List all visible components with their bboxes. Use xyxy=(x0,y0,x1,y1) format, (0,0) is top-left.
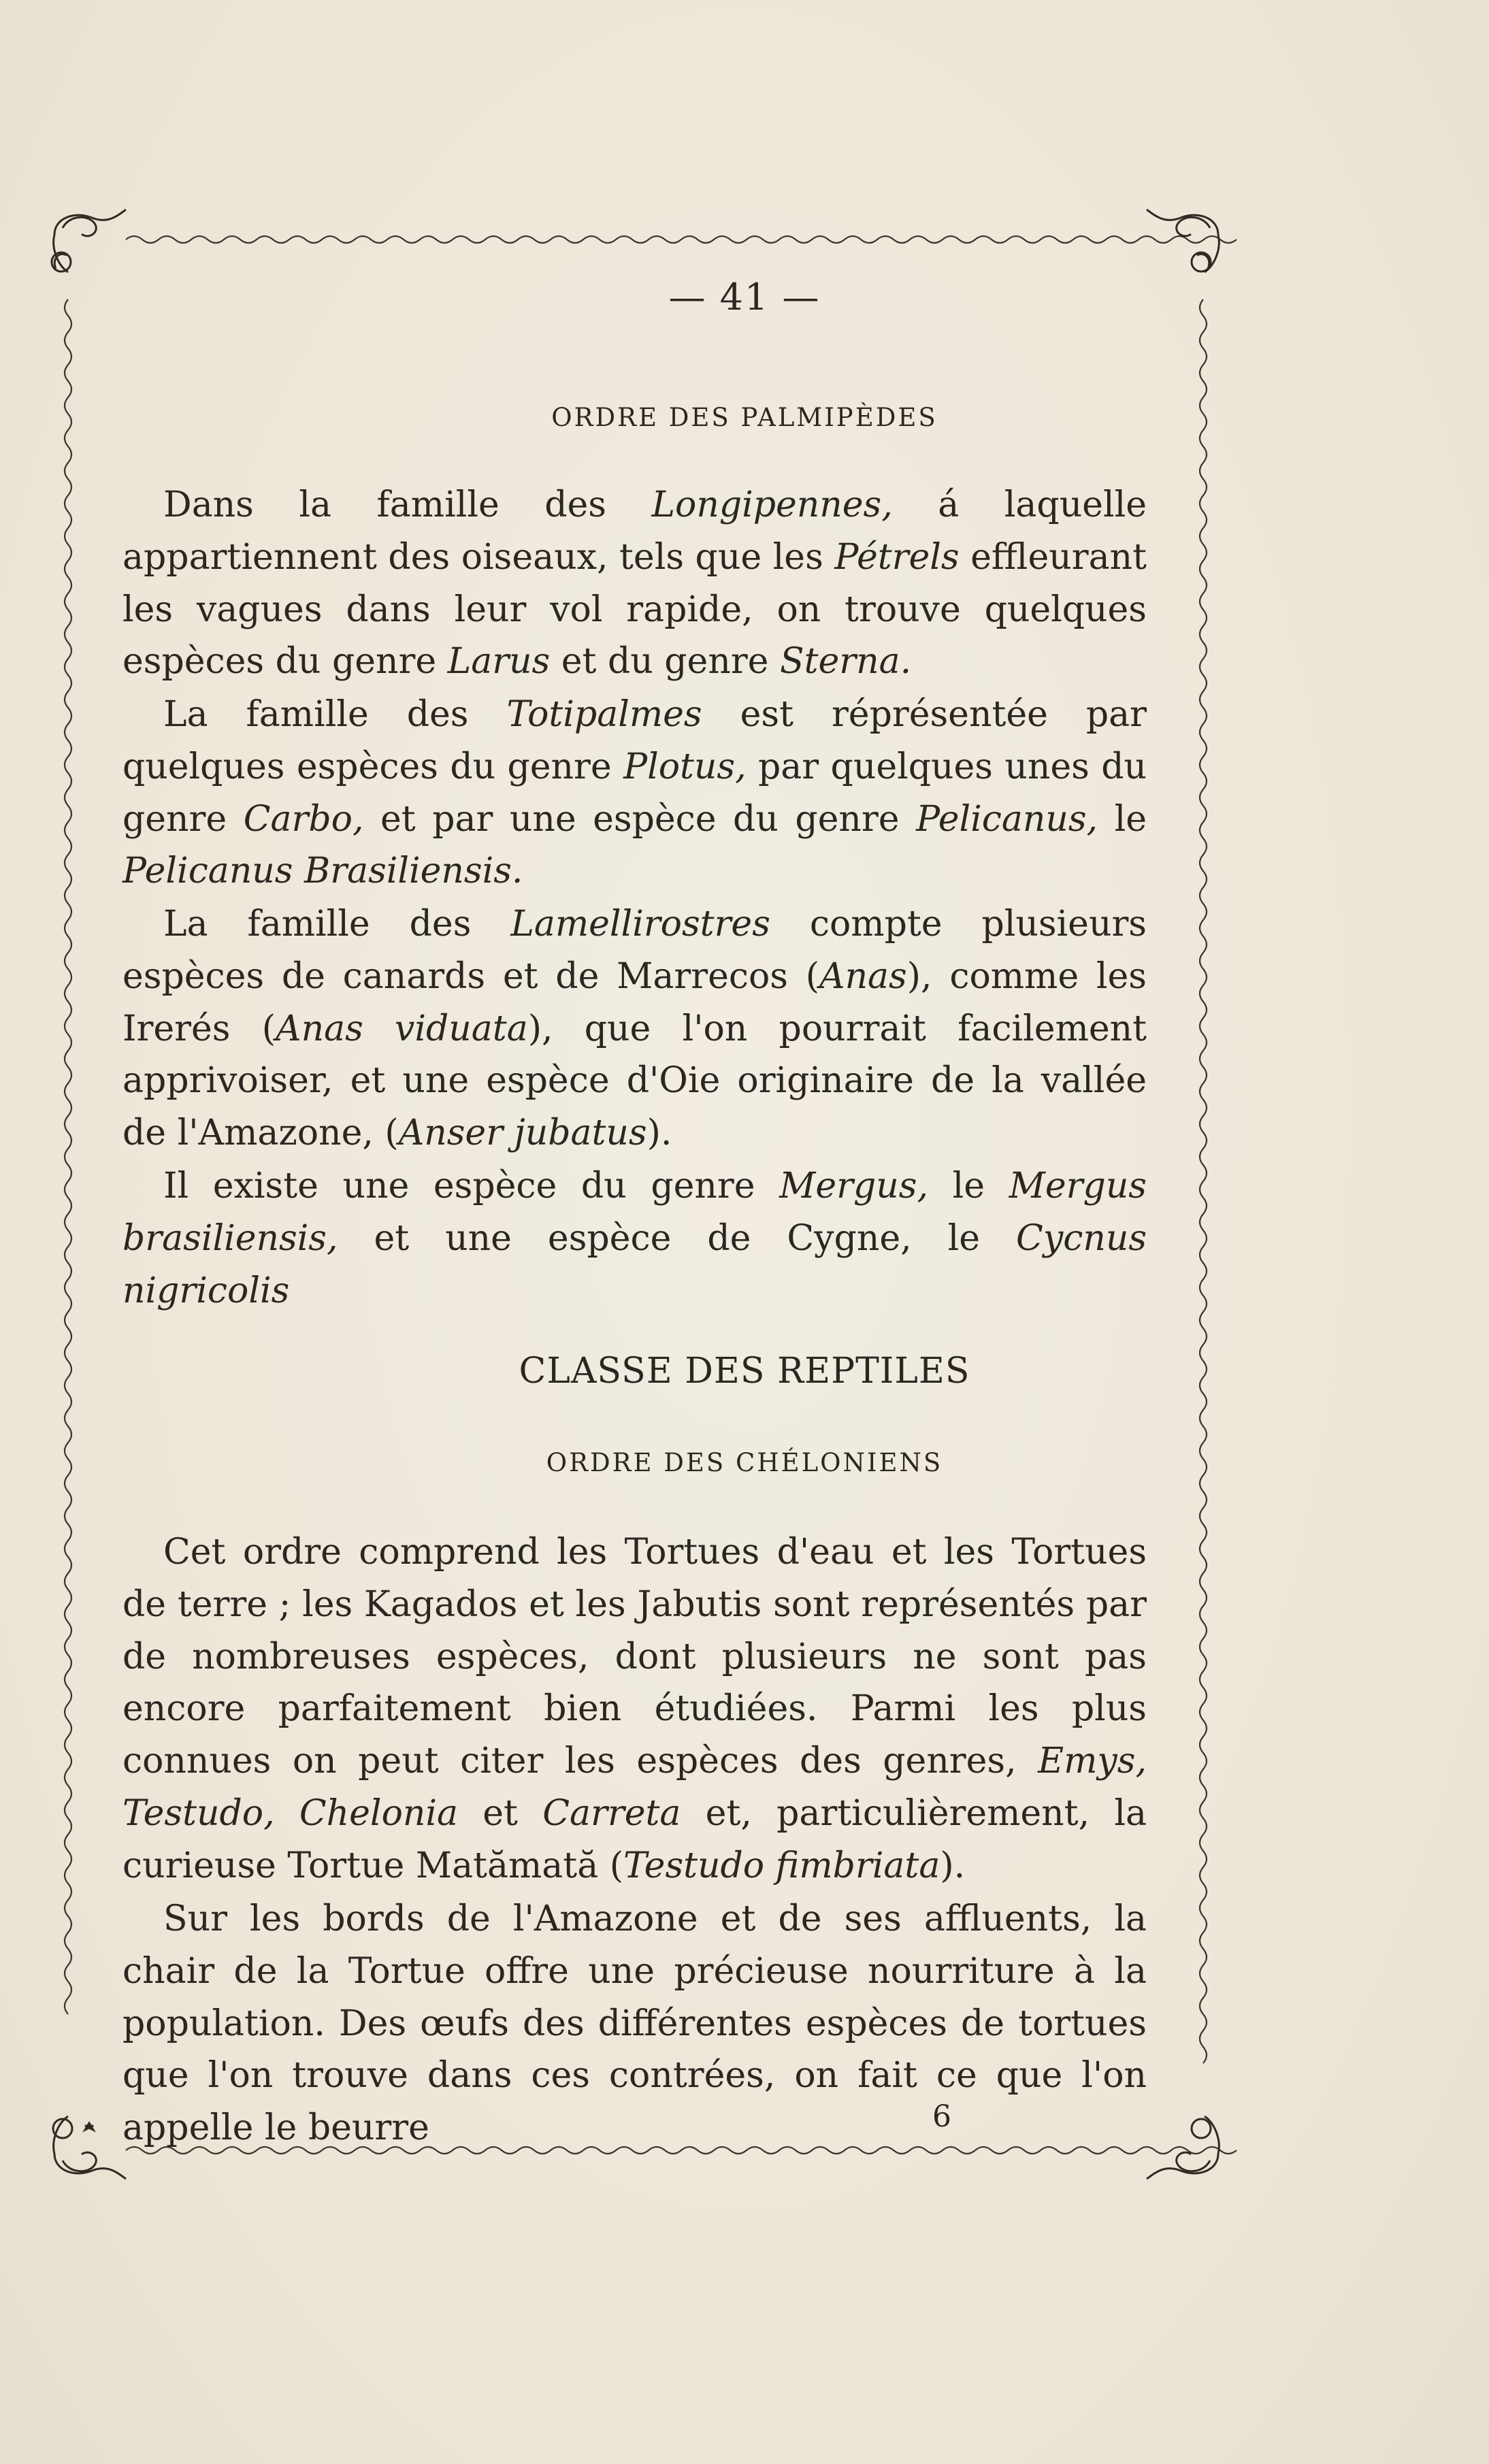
text-run: Cet ordre comprend les Tortues d'eau et les Tortues de terre ; les Kagados et les Jabutis sont représentés par de nombreuses espèces, dont plusieurs ne sont pas encore parfaitement bien étudiées. Parmi les plus connues on peut citer les espèces des genres, xyxy=(122,1532,1147,1782)
italic-run: Pelicanus Brasiliensis. xyxy=(122,851,523,892)
text-run: et une espèce de Cygne, le xyxy=(338,1217,1017,1259)
corner-ornament-bottom-left xyxy=(53,2116,126,2179)
italic-run: Plotus, xyxy=(623,746,747,787)
paragraph-tortue-nourriture xyxy=(122,1893,1147,2154)
section-heading-cheloniens: ORDRE DES CHÉLONIENS xyxy=(546,1448,943,1477)
paragraph-text xyxy=(122,1526,1147,1892)
text-run: Sur les bords de l'Amazone et de ses affluents, la chair de la Tortue offre une précieuse nourriture à la population. Des œufs des différentes espèces de tortues que l'on trouve dans ces contrées, on fait ce que l'on appelle le beurre xyxy=(122,1899,1147,2149)
text-run: Il existe une espèce du genre xyxy=(163,1166,780,1206)
text-run: et xyxy=(458,1792,543,1834)
left-wavy-rule xyxy=(65,299,71,2014)
paragraph-cheloniens xyxy=(122,1526,1147,1892)
text-run: á laquelle appartiennent des oiseaux, tels que les xyxy=(122,484,1147,578)
italic-run: Pelicanus, xyxy=(916,798,1098,840)
text-run: le xyxy=(928,1166,1009,1206)
text-run: compte plusieurs espèces de canards et de Marrecos ( xyxy=(122,904,1147,997)
italic-run: Anas xyxy=(819,955,907,997)
corner-ornament-top-left xyxy=(52,210,126,272)
paragraph-text xyxy=(122,1893,1147,2154)
right-wavy-rule xyxy=(1200,299,1207,2063)
text-run: ). xyxy=(940,1845,966,1886)
text-run: Dans la famille des xyxy=(163,484,652,525)
paragraph-text xyxy=(122,479,1147,688)
italic-run: Mergus, xyxy=(779,1166,928,1206)
text-run: et, particulièrement, la curieuse Tortue Matămată ( xyxy=(122,1792,1147,1886)
italic-run: Testudo fimbriata xyxy=(623,1845,940,1886)
text-run: ). xyxy=(647,1113,672,1154)
text-run: et du genre xyxy=(550,641,780,683)
section-heading-reptiles: CLASSE DES REPTILES xyxy=(519,1351,970,1392)
signature-mark: 6 xyxy=(932,2099,951,2134)
paragraph-text xyxy=(122,689,1147,898)
italic-run: Emys, Testudo, Chelonia xyxy=(122,1741,1147,1834)
paragraph-longipennes xyxy=(122,479,1147,688)
italic-run: Carbo, xyxy=(243,798,364,840)
text-run: par quelques unes du genre xyxy=(122,746,1147,840)
paragraph-totipalmes xyxy=(122,689,1147,898)
italic-run: Totipalmes xyxy=(506,694,702,735)
top-wavy-rule xyxy=(126,236,1237,243)
italic-run: Sterna. xyxy=(779,641,912,683)
text-run: est réprésentée par quelques espèces du genre xyxy=(122,694,1147,787)
text-run: et par une espèce du genre xyxy=(363,798,917,840)
italic-run: Larus xyxy=(447,641,551,683)
italic-run: Pétrels xyxy=(834,536,960,578)
text-run: ), que l'on pourrait facilement apprivoiser, et une espèce d'Oie originaire de la vallée de l'Amazone, ( xyxy=(122,1008,1147,1154)
italic-run: Carreta xyxy=(542,1792,681,1834)
italic-run: Lamellirostres xyxy=(510,904,770,944)
text-run: La famille des xyxy=(163,694,507,735)
text-run: ), comme les Irerés ( xyxy=(122,955,1147,1049)
italic-run: Anas viduata xyxy=(276,1008,528,1049)
page-number: — 41 — xyxy=(668,276,821,318)
text-run: La famille des xyxy=(163,904,511,944)
paragraph-text xyxy=(122,898,1147,1160)
italic-run: Mergus brasiliensis, xyxy=(122,1166,1147,1259)
italic-run: Cycnus nigricolis xyxy=(122,1217,1147,1311)
section-heading-palmipedes: ORDRE DES PALMIPÈDES xyxy=(551,403,938,432)
text-run: le xyxy=(1098,798,1147,840)
italic-run: Longipennes, xyxy=(651,484,893,525)
paragraph-lamellirostres xyxy=(122,898,1147,1160)
paragraph-text xyxy=(122,1160,1147,1317)
text-run: effleurant les vagues dans leur vol rapide, on trouve quelques espèces du genre xyxy=(122,536,1147,683)
italic-run: Anser jubatus xyxy=(398,1113,647,1154)
paragraph-mergus xyxy=(122,1160,1147,1317)
